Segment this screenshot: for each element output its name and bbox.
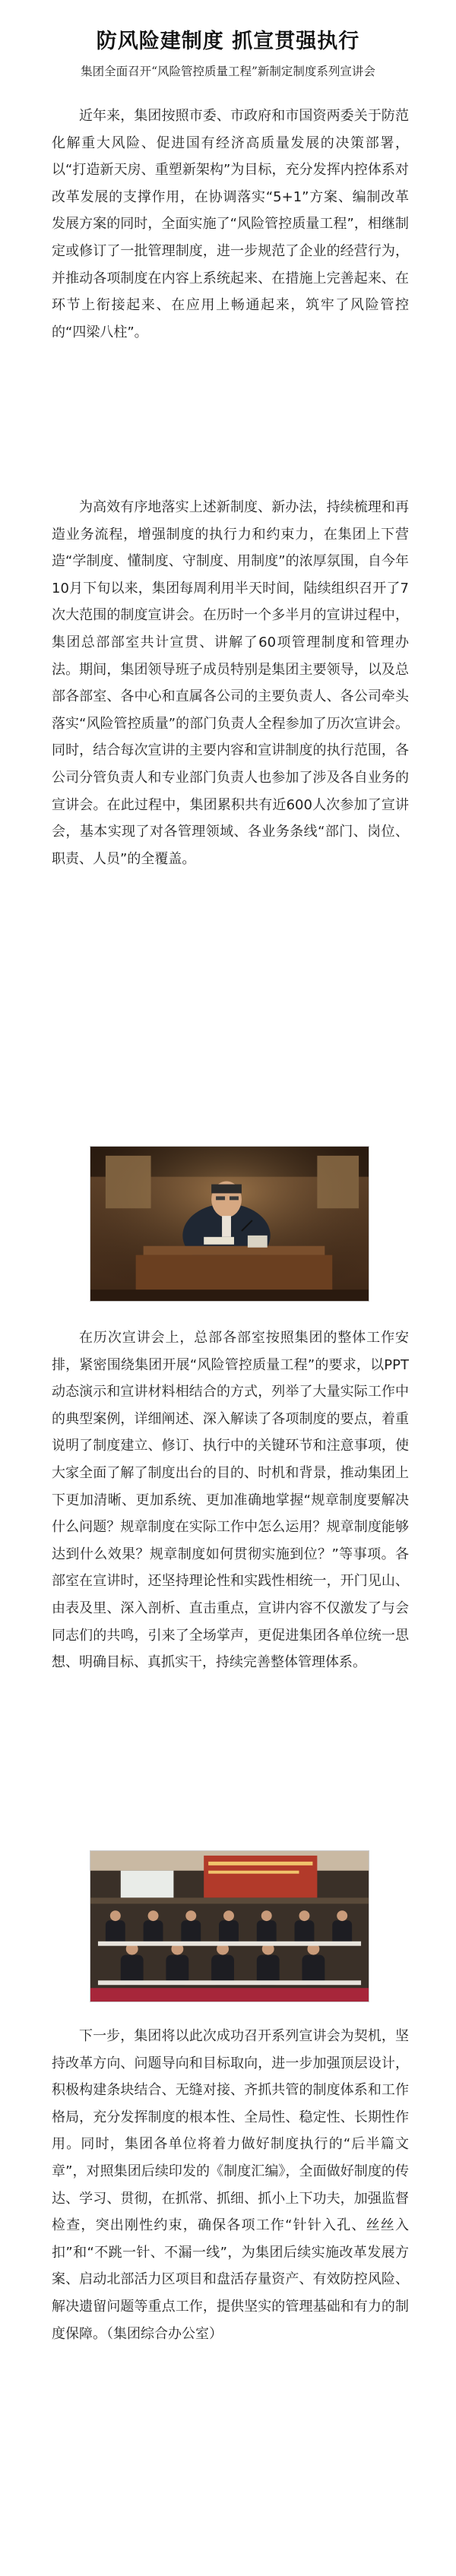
- paragraph-lectures: 为高效有序地落实上述新制度、新办法，持续梳理和再造业务流程，增强制度的执行力和约束力，在集团上下营造“学制度、懂制度、守制度、用制度”的浓厚氛围，自今年10月下旬以来，集团每周利用半天时间，陆续组织召开了7次大范围的制度宣讲会。在历时一个多半月的宣讲过程中，集团总部部室共计宣贯、讲解了60项管理制度和管理办法。期间，集团领导班子成员特别是集团主要领导，以及总部各部室、各中心和直属各公司的主要负责人、各公司牵头落实“风险管控质量”的部门负责人全程参加了历次宣讲会。同时，结合每次宣讲的主要内容和宣讲制度的执行范围，各公司分管负责人和专业部门负责人也参加了涉及各自业务的宣讲会。在此过程中，集团累积共有近600人次参加了宣讲会，基本实现了对各管理领域、各业务条线“部门、岗位、职责、人员”的全覆盖。: [52, 499, 409, 867]
- photo-speaker: [90, 1146, 369, 1302]
- audience-photo-image: [90, 1851, 369, 2002]
- paragraph-intro: 近年来，集团按照市委、市政府和市国资两委关于防范化解重大风险、促进国有经济高质量发展的决策部署，以“打造新天房、重塑新架构”为目标，充分发挥内控体系对改革发展的支撑作用，在协调落实“5+1”方案、编制改革发展方案的同时，全面实施了“风险管控质量工程”，相继制定或修订了一批管理制度，进一步规范了企业的经营行为，并推动各项制度在内容上系统起来、在措施上完善起来、在环节上衔接起来、在应用上畅通起来，筑牢了风险管控的“四梁八柱”。: [52, 108, 409, 340]
- paragraph-details: 在历次宣讲会上，总部各部室按照集团的整体工作安排，紧密围绕集团开展“风险管控质量工程”的要求，以PPT动态演示和宣讲材料相结合的方式，列举了大量实际工作中的典型案例，详细阐述、深入解读了各项制度的要点，着重说明了制度建立、修订、执行中的关键环节和注意事项，使大家全面了解了制度出台的目的、时机和背景，推动集团上下更加清晰、更加系统、更加准确地掌握“规章制度要解决什么问题？规章制度在实际工作中怎么运用？规章制度能够达到什么效果？规章制度如何贯彻实施到位？”等事项。各部室在宣讲时，还坚持理论性和实践性相统一，开门见山、由表及里、深入剖析、直击重点，宣讲内容不仅激发了与会同志们的共鸣，引来了全场掌声，更促进集团各单位统一思想、明确目标、真抓实干，持续完善整体管理体系。: [52, 1330, 409, 1671]
- photo-audience: [90, 1850, 369, 2002]
- paragraph-next-steps: 下一步，集团将以此次成功召开系列宣讲会为契机，坚持改革方向、问题导向和目标取向，进一步加强顶层设计，积极构建条块结合、无缝对接、齐抓共管的制度体系和工作格局，充分发挥制度的根本性、全局性、稳定性、长期性作用。同时，集团各单位将着力做好制度执行的“后半篇文章”，对照集团后续印发的《制度汇编》，全面做好制度的传达、学习、贯彻，在抓常、抓细、抓小上下功夫，加强监督检查，突出刚性约束，确保各项工作“针针入孔、丝丝入扣”和“不跳一针、不漏一线”，为集团后续实施改革发展方案、启动北部活力区项目和盘活存量资产、有效防控风险、解决遗留问题等重点工作，提供坚实的管理基础和有力的制度保障。（集团综合办公室）: [52, 2028, 409, 2342]
- article-subtitle: 集团全面召开“风险管控质量工程”新制定制度系列宣讲会: [81, 65, 375, 78]
- speaker-photo-image: [90, 1147, 369, 1301]
- article-title: 防风险建制度 抓宣贯强执行: [96, 30, 360, 53]
